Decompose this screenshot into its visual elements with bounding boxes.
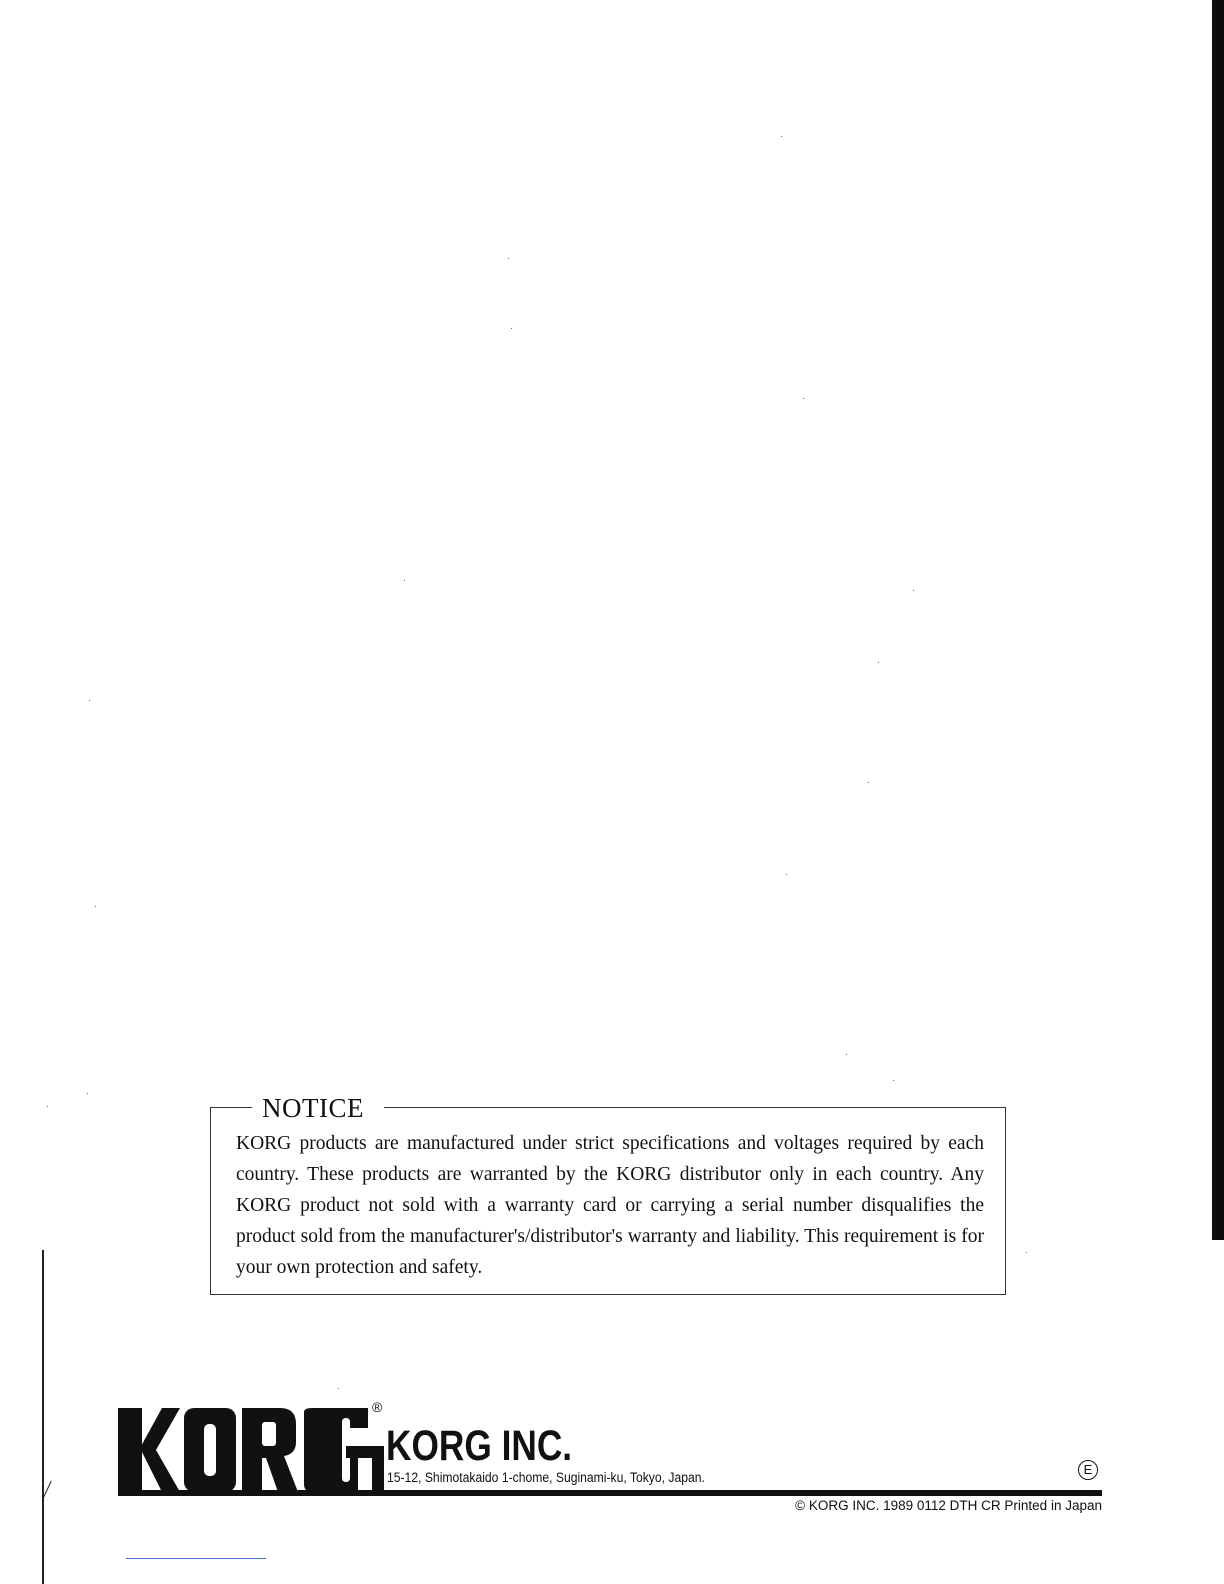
company-name: KORG INC. [386, 1422, 573, 1470]
scan-speck [781, 136, 782, 137]
scan-margin-line [42, 1250, 44, 1584]
copyright-line: © KORG INC. 1989 0112 DTH CR Printed in Japan [795, 1498, 1102, 1513]
scan-speck [1026, 1252, 1027, 1253]
scan-speck [87, 1093, 88, 1094]
korg-logo [118, 1399, 384, 1492]
scan-blue-line [126, 1558, 266, 1559]
scan-speck [878, 662, 879, 663]
scan-speck [89, 700, 90, 701]
scan-mark [43, 1481, 52, 1498]
scan-speck [47, 1106, 48, 1107]
scan-speck [511, 328, 512, 329]
scan-speck [803, 398, 804, 399]
scan-speck [846, 1054, 847, 1055]
notice-body: KORG products are manufactured under strict specifications and voltages required by each country. These products are warranted by the KORG distributor only in each country. Any KORG product not sold with a warranty card or carrying a serial number disqualifies the product sold from the manufacturer's/distributor's warranty and liability. This requirement is for your own protection and safety. [236, 1133, 984, 1278]
e-mark-icon: E [1078, 1460, 1098, 1480]
scan-speck [786, 874, 787, 875]
notice-title: NOTICE [262, 1093, 364, 1123]
company-address: 15-12, Shimotakaido 1-chome, Suginami-ku, Tokyo, Japan. [387, 1470, 705, 1485]
scan-speck [508, 258, 509, 259]
registered-mark: ® [372, 1399, 383, 1415]
scan-speck [913, 590, 914, 591]
scan-speck [893, 1080, 894, 1081]
scan-speck [338, 1388, 339, 1389]
scan-speck [404, 580, 405, 581]
scan-speck [95, 906, 96, 907]
footer-rule [118, 1490, 1102, 1496]
scan-edge-bar [1212, 0, 1224, 1240]
scan-speck [868, 782, 869, 783]
